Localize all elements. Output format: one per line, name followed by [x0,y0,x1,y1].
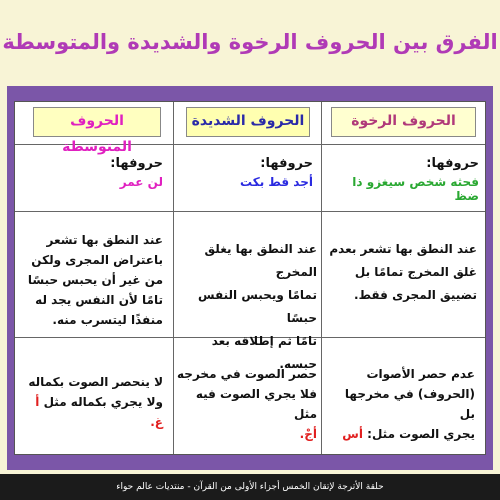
strong-definition [175,238,317,376]
soft-letters-label: حروفها: [426,156,479,171]
soft-sound-line: (الحروف) في مخرجها بل [344,387,475,421]
medium-sound-example: أ غ. [35,395,163,429]
header-strong-letters: الحروف الشديدة [186,107,310,137]
column-divider [173,102,174,454]
medium-letters-list: لن عمر [119,175,163,189]
header-medium-letters: الحروف المتوسطة [33,107,161,137]
strong-sound-line: حصر الصوت في مخرجه [177,367,317,381]
soft-letters-cell [327,156,479,203]
medium-definition-line: عند النطق بها تشعر [46,233,163,247]
medium-letters-label: حروفها: [110,156,163,171]
medium-definition [27,230,163,330]
header-soft-letters: الحروف الرخوة [331,107,476,137]
strong-definition-line: تمامًا ويحبس النفس حبسًا [198,288,317,325]
soft-sound-line: يجري الصوت مثل: [367,427,475,441]
medium-sound-line: ولا يجري بكماله مثل [43,395,163,409]
column-divider [321,102,322,454]
strong-definition-line: تامًا ثم إطلاقه بعد حبسه. [211,334,317,371]
strong-letters-list: أجد قط بكت [240,175,313,189]
medium-definition-line: تامًا لأن النفس يجد له [35,293,163,307]
medium-letters-cell [29,156,163,189]
comparison-table [14,101,486,455]
footer-credit: حلقة الأترجة لإتقان الخمس أجزاء الأولى من القرآن - منتديات عالم حواء [0,474,500,500]
medium-definition-line: منفذًا ليتسرب منه. [52,313,163,327]
strong-letters-cell [179,156,313,189]
soft-definition-line: غلق المخرج تمامًا بل [354,265,477,279]
medium-sound-line: لا ينحصر الصوت بكماله [28,375,163,389]
strong-definition-line: عند النطق بها يغلق المخرج [204,242,317,279]
soft-sound-example: أس [342,427,363,441]
strong-letters-label: حروفها: [260,156,313,171]
strong-sound-description [175,364,317,444]
soft-definition-line: تضييق المجرى فقط. [354,288,477,302]
medium-sound-description [27,372,163,432]
strong-sound-example: أجْ. [299,427,317,441]
soft-sound-description [327,364,475,444]
medium-definition-line: باعتراض المجرى ولكن [31,253,163,267]
row-divider [15,211,485,212]
soft-sound-line: عدم حصر الأصوات [366,367,475,381]
page-title: الفرق بين الحروف الرخوة والشديدة والمتوسطة [2,30,498,54]
strong-sound-line: فلا يجري الصوت فيه مثل [195,387,317,421]
soft-definition-line: عند النطق بها تشعر بعدم [329,242,477,256]
soft-definition [327,238,477,307]
medium-definition-line: من غير أن يحبس حبسًا [27,273,163,287]
soft-letters-list: فحثه شخص سيغزو ذا ضظ [352,175,479,203]
